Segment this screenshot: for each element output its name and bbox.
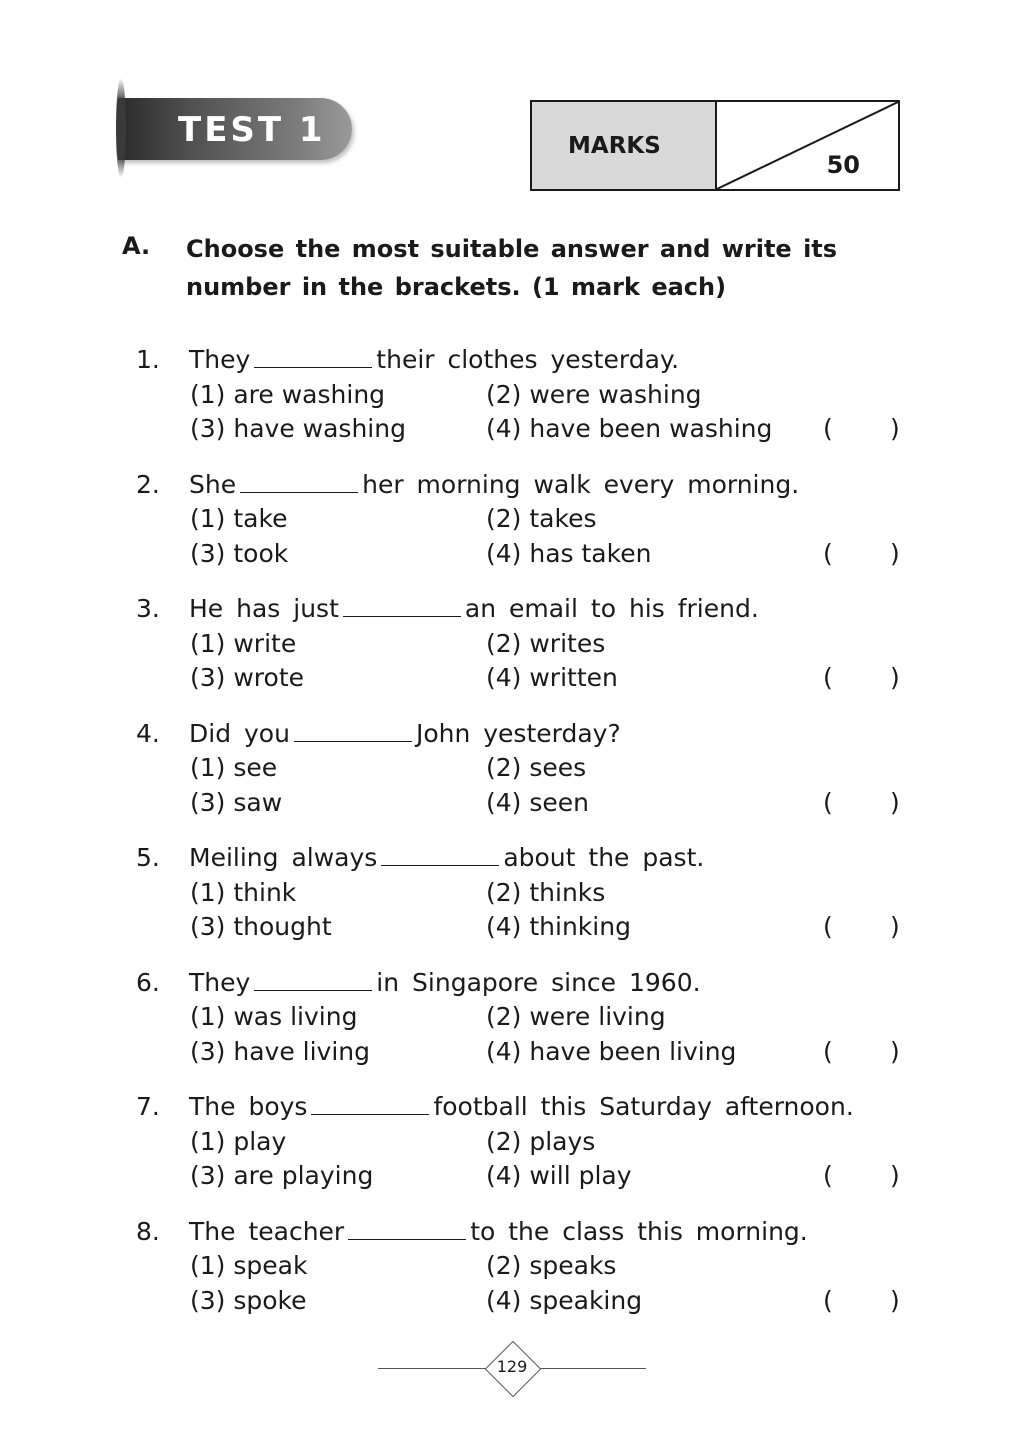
page-number: 129 [496, 1357, 528, 1376]
marks-box [530, 100, 900, 191]
answer-blank[interactable] [294, 723, 412, 742]
section-letter: A. [122, 232, 151, 260]
answer-bracket-close: ) [890, 1285, 900, 1315]
marks-total: 50 [826, 151, 860, 179]
question-1 [0, 343, 1024, 453]
question-number: 4. [136, 718, 160, 748]
question-6 [0, 966, 1024, 1076]
question-stem [189, 717, 621, 752]
stem-before: He has just [189, 594, 339, 623]
stem-before: Meiling always [189, 843, 378, 872]
test-title: TEST 1 [178, 110, 326, 150]
stem-after: football this Saturday afternoon. [433, 1092, 854, 1121]
option-2: (2) were living [486, 1002, 666, 1031]
answer-bracket-close: ) [890, 1161, 900, 1190]
option-2: (2) plays [486, 1126, 596, 1156]
answer-blank[interactable] [240, 474, 358, 493]
stem-after: about the past. [503, 843, 705, 872]
option-1: (1) was living [190, 1002, 358, 1031]
question-3 [0, 592, 1024, 702]
stem-after: to the class this morning. [470, 1216, 808, 1246]
stem-before: The teacher [189, 1216, 345, 1246]
page-footer [0, 1340, 1024, 1400]
option-2: (2) speaks [486, 1251, 617, 1280]
option-3: (3) have washing [190, 414, 406, 443]
answer-bracket-open[interactable]: ( [823, 663, 833, 692]
answer-bracket-open[interactable]: ( [823, 1161, 833, 1190]
option-4: (4) has taken [486, 538, 652, 568]
stem-after: an email to his friend. [464, 594, 759, 623]
question-stem [189, 343, 679, 378]
option-1: (1) see [190, 753, 278, 782]
answer-blank[interactable] [254, 972, 372, 991]
marks-label: MARKS [532, 102, 717, 189]
option-3: (3) thought [190, 912, 332, 941]
stem-after: John yesterday? [415, 718, 621, 748]
answer-bracket-open[interactable]: ( [823, 538, 833, 568]
stem-after: their clothes yesterday. [376, 345, 680, 374]
option-1: (1) take [190, 504, 288, 533]
answer-bracket-open[interactable]: ( [823, 1036, 833, 1066]
question-stem [189, 592, 759, 627]
section-instruction: Choose the most suitable answer and write its number in the brackets. (1 mark each) [186, 235, 838, 301]
marks-diagonal-line [717, 102, 898, 189]
test-title-tab [118, 98, 352, 160]
answer-bracket-close: ) [890, 1036, 900, 1066]
option-1: (1) speak [190, 1251, 308, 1280]
option-1: (1) write [190, 628, 297, 658]
question-5 [0, 841, 1024, 951]
option-2: (2) writes [486, 628, 606, 658]
option-3: (3) took [190, 538, 289, 568]
option-2: (2) takes [486, 504, 597, 533]
stem-before: Did you [189, 718, 290, 748]
question-number: 5. [136, 843, 160, 872]
answer-blank[interactable] [381, 847, 499, 866]
option-3: (3) spoke [190, 1285, 307, 1315]
question-stem [189, 1215, 808, 1250]
stem-before: The boys [189, 1092, 308, 1121]
option-3: (3) wrote [190, 663, 305, 692]
option-3: (3) saw [190, 787, 283, 817]
answer-blank[interactable] [311, 1096, 429, 1115]
stem-before: They [189, 345, 251, 374]
stem-before: They [189, 967, 251, 997]
question-number: 6. [136, 967, 160, 997]
answer-bracket-open[interactable]: ( [823, 787, 833, 817]
question-number: 3. [136, 594, 160, 623]
option-4: (4) speaking [486, 1285, 643, 1315]
question-8 [0, 1215, 1024, 1325]
option-3: (3) are playing [190, 1161, 374, 1190]
answer-bracket-close: ) [890, 663, 900, 692]
question-number: 2. [136, 469, 160, 499]
question-number: 8. [136, 1216, 160, 1246]
question-7 [0, 1090, 1024, 1200]
option-1: (1) play [190, 1126, 287, 1156]
answer-bracket-open[interactable]: ( [823, 414, 833, 443]
stem-before: She [189, 469, 237, 499]
question-stem [189, 1090, 854, 1125]
question-2 [0, 468, 1024, 578]
option-4: (4) thinking [486, 912, 631, 941]
answer-blank[interactable] [348, 1221, 466, 1240]
option-4: (4) seen [486, 787, 589, 817]
stem-after: her morning walk every morning. [362, 469, 800, 499]
answer-bracket-open[interactable]: ( [823, 1285, 833, 1315]
question-stem [189, 966, 701, 1001]
option-2: (2) were washing [486, 379, 702, 409]
option-4: (4) will play [486, 1161, 632, 1190]
answer-bracket-close: ) [890, 787, 900, 817]
answer-bracket-close: ) [890, 538, 900, 568]
question-number: 1. [136, 345, 160, 374]
option-4: (4) have been living [486, 1036, 737, 1066]
option-4: (4) written [486, 663, 618, 692]
option-2: (2) sees [486, 753, 587, 782]
option-2: (2) thinks [486, 877, 606, 907]
option-4: (4) have been washing [486, 414, 773, 443]
answer-blank[interactable] [343, 598, 461, 617]
answer-blank[interactable] [254, 349, 372, 368]
option-1: (1) are washing [190, 379, 386, 409]
stem-after: in Singapore since 1960. [376, 967, 701, 997]
question-4 [0, 717, 1024, 827]
answer-bracket-close: ) [890, 912, 900, 941]
question-number: 7. [136, 1092, 160, 1121]
answer-bracket-close: ) [890, 414, 900, 443]
question-stem [189, 468, 799, 503]
answer-bracket-open[interactable]: ( [823, 912, 833, 941]
option-3: (3) have living [190, 1036, 370, 1066]
question-stem [189, 841, 704, 876]
marks-score-cell [717, 102, 898, 189]
option-1: (1) think [190, 877, 297, 907]
